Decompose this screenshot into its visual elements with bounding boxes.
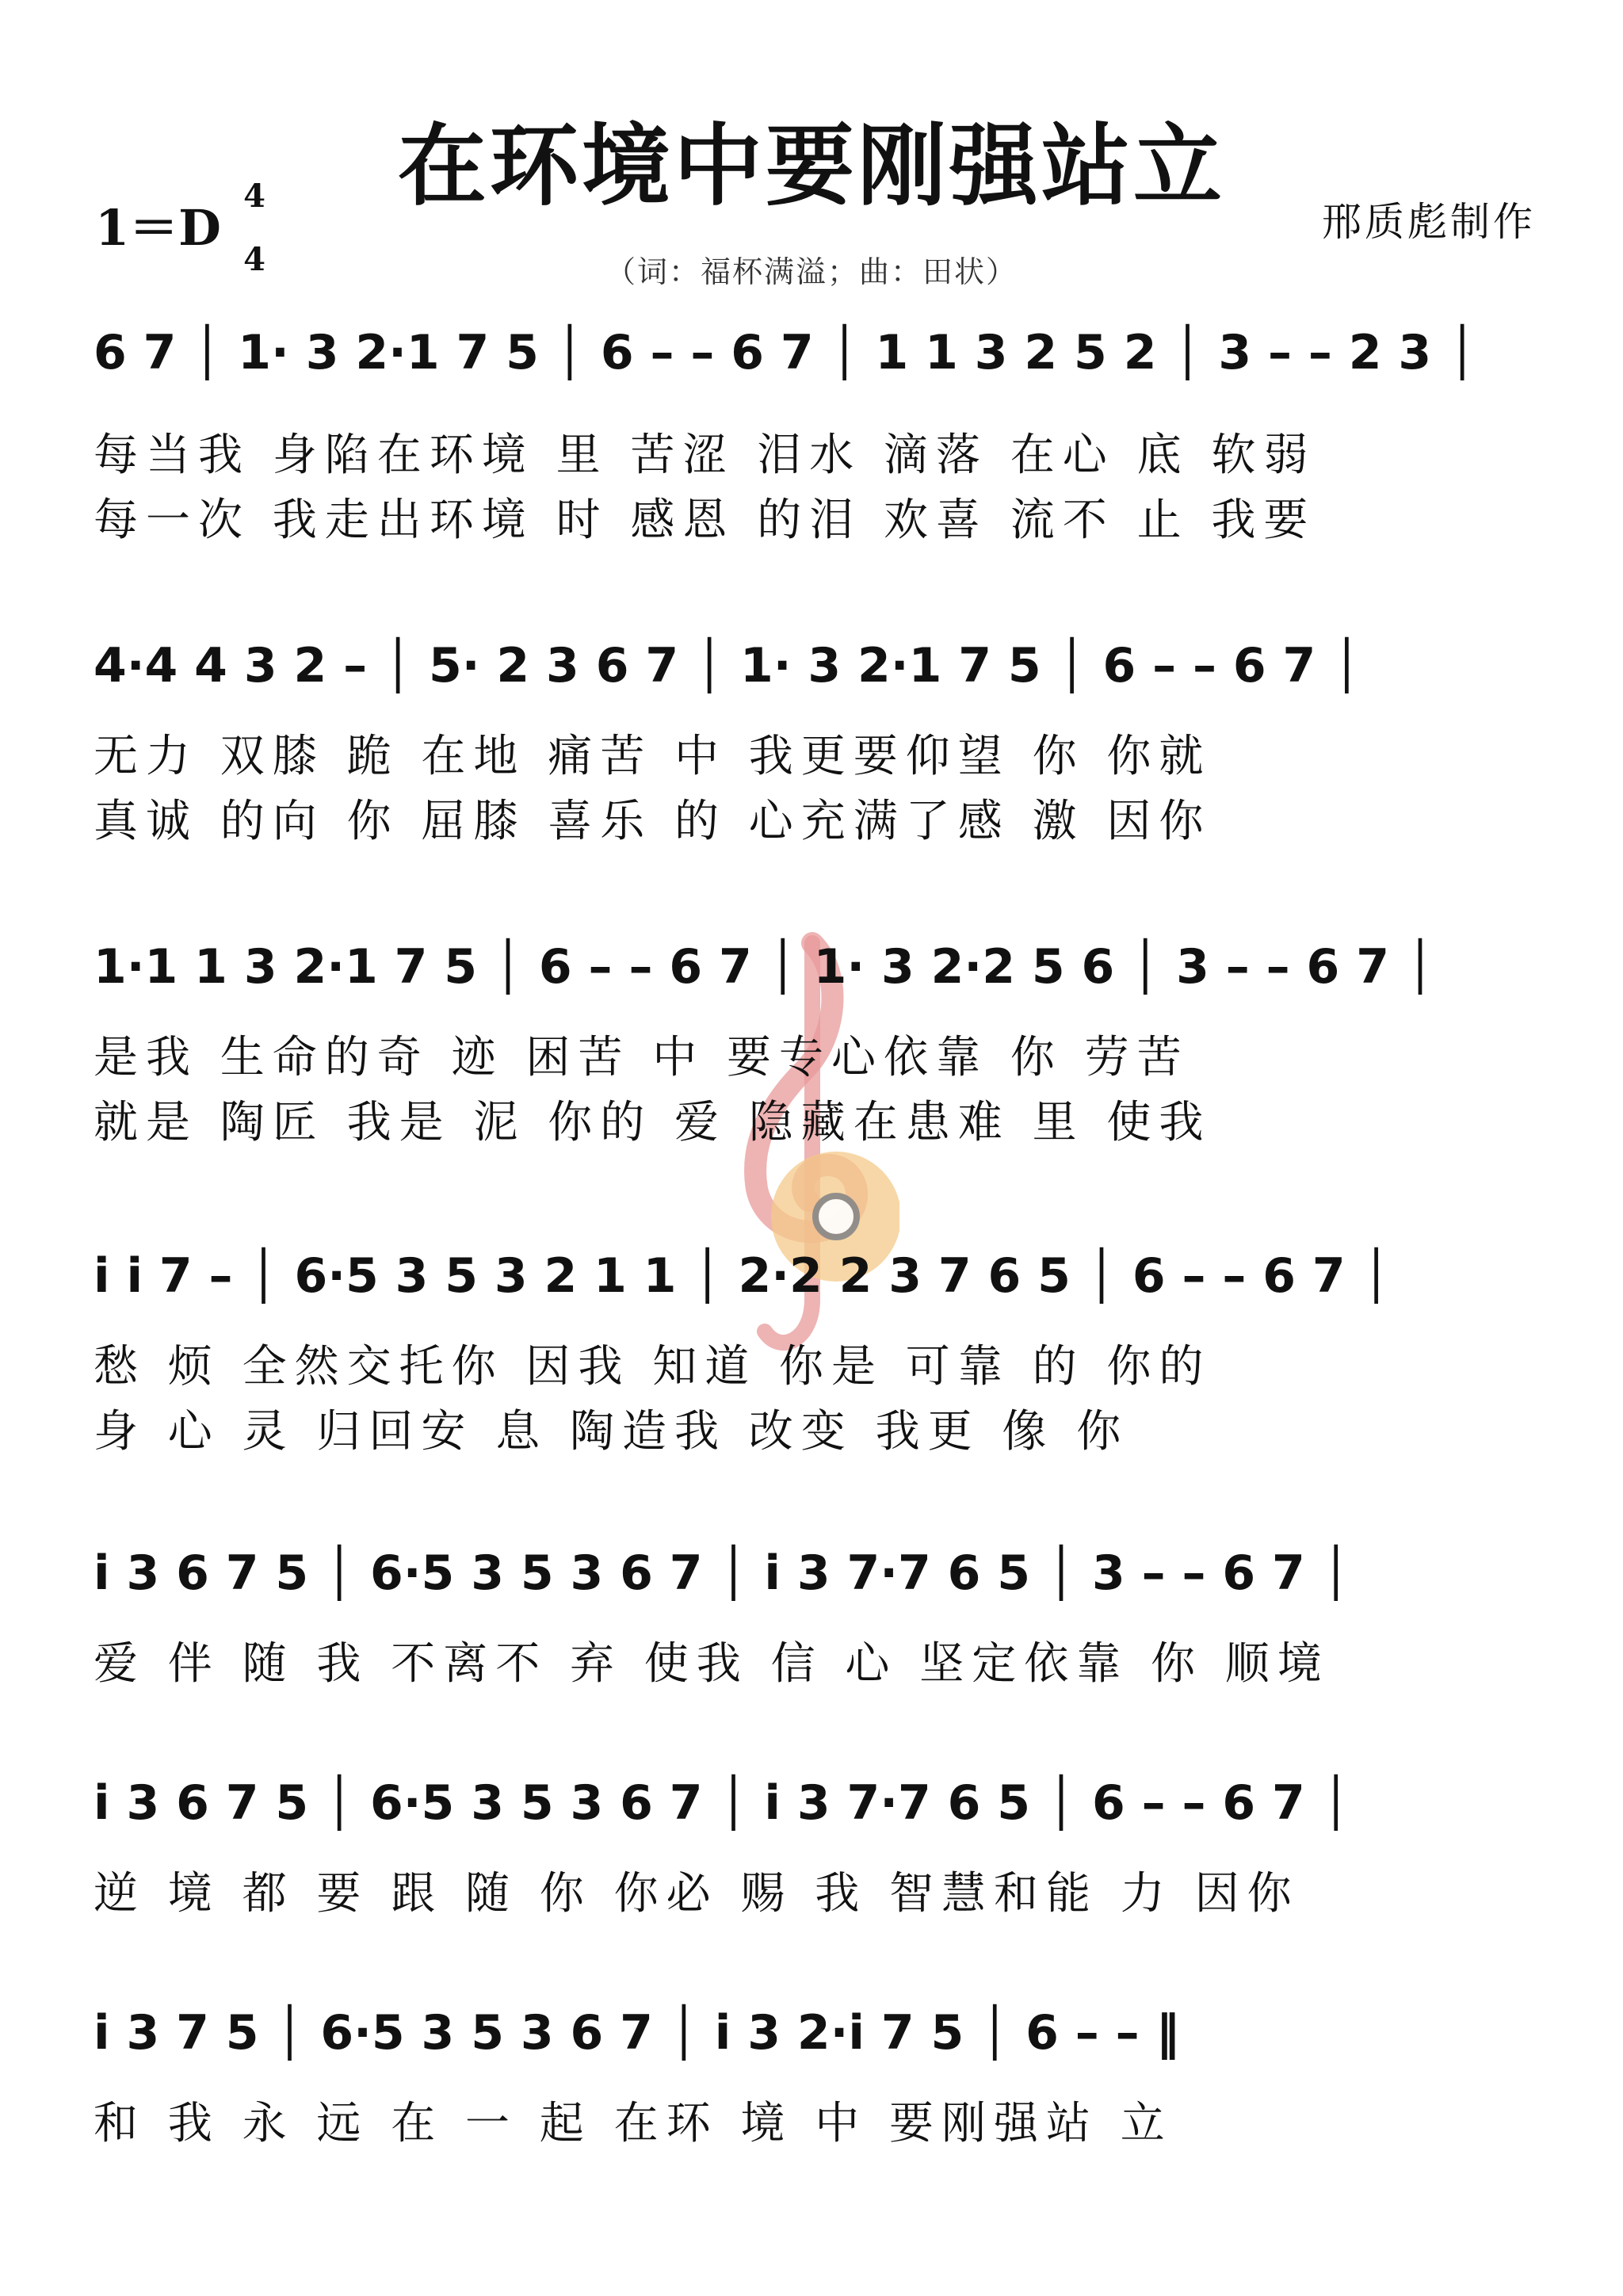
lyric-line: 真诚 的向 你 屈膝 喜乐 的 心充满了感 激 因你 — [94, 796, 1212, 847]
lyric-line: 身 心 灵 归回安 息 陶造我 改变 我更 像 你 — [94, 1406, 1129, 1457]
score-row — [94, 1248, 1536, 1457]
lyric-line: 无力 双膝 跪 在地 痛苦 中 我更要仰望 你 你就 — [94, 731, 1212, 782]
notation-line: 4·4 4 3 2 – │ 5· 2 3 6 7 │ 1· 3 2·1 7 5 │ 6 – – 6 7 │ — [94, 638, 1361, 693]
notation-line: i 3 7 5 │ 6·5 3 5 3 6 7 │ i 3 2·i 7 5 │ 6 – – ‖ — [94, 2005, 1180, 2061]
notation-line: i 3 6 7 5 │ 6·5 3 5 3 6 7 │ i 3 7·7 6 5 │ 3 – – 6 7 │ — [94, 1545, 1350, 1601]
lyric-line: 逆 境 都 要 跟 随 你 你必 赐 我 智慧和能 力 因你 — [94, 1868, 1300, 1920]
lyric-line: 每当我 身陷在环境 里 苦涩 泪水 滴落 在心 底 软弱 — [94, 430, 1316, 481]
time-signature-top: 4 — [243, 178, 265, 215]
notation-line: 1·1 1 3 2·1 7 5 │ 6 – – 6 7 │ 1· 3 2·2 5 6 │ 3 – – 6 7 │ — [94, 939, 1434, 995]
lyrics-composer-credit: （词：福杯满溢；曲：田状） — [605, 254, 1018, 289]
lyric-line: 就是 陶匠 我是 泥 你的 爱 隐藏在患难 里 使我 — [94, 1097, 1212, 1148]
key-signature: 1＝D — [95, 199, 221, 257]
lyric-line: 是我 生命的奇 迹 困苦 中 要专心依靠 你 劳苦 — [94, 1032, 1190, 1083]
lyric-line: 爱 伴 随 我 不离不 弃 使我 信 心 坚定依靠 你 顺境 — [94, 1638, 1330, 1690]
score-row — [94, 1545, 1536, 1752]
score-row — [94, 638, 1536, 847]
page-title: 在环境中要刚强站立 — [398, 114, 1225, 218]
lyric-line: 愁 烦 全然交托你 因我 知道 你是 可靠 的 你的 — [94, 1341, 1212, 1392]
score-row — [94, 939, 1536, 1148]
notation-line: i 3 6 7 5 │ 6·5 3 5 3 6 7 │ i 3 7·7 6 5 │ 6 – – 6 7 │ — [94, 1775, 1350, 1831]
lyric-line: 每一次 我走出环境 时 感恩 的泪 欢喜 流不 止 我要 — [94, 495, 1316, 546]
time-signature-bottom: 4 — [243, 241, 265, 278]
lyric-line: 和 我 永 远 在 一 起 在环 境 中 要刚强站 立 — [94, 2098, 1173, 2149]
score-row — [94, 2005, 1536, 2211]
notation-line: 6 7 │ 1· 3 2·1 7 5 │ 6 – – 6 7 │ 1 1 3 2 5 2 │ 3 – – 2 3 │ — [94, 325, 1477, 380]
score-row — [94, 325, 1536, 546]
score-row — [94, 1775, 1536, 1981]
notation-line: i i 7 – │ 6·5 3 5 3 2 1 1 │ 2·2 2 3 7 6 5 │ 6 – – 6 7 │ — [94, 1248, 1391, 1304]
maker-credit: 邢质彪制作 — [1322, 199, 1536, 245]
